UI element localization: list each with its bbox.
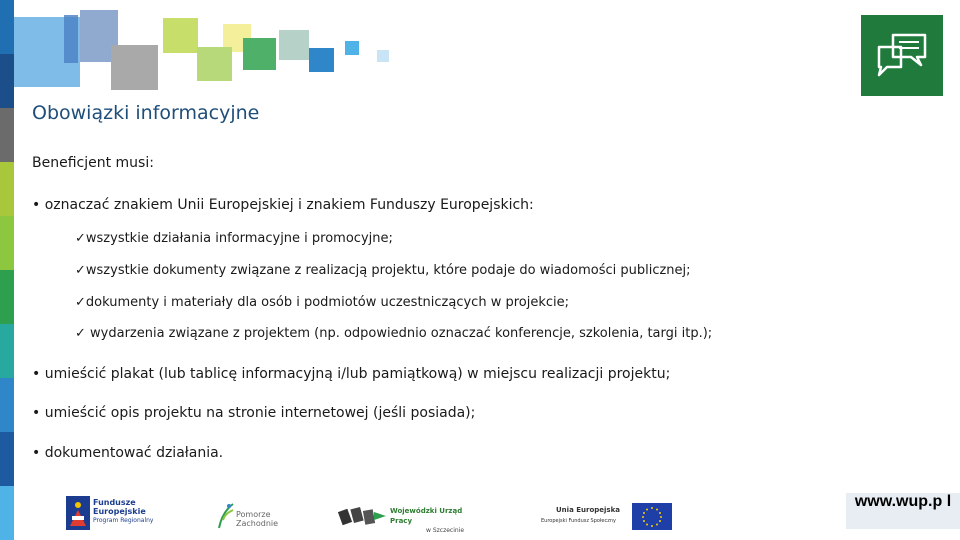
website-url[interactable]: www.wup.p l — [846, 493, 960, 529]
eu-flag-icon — [632, 503, 672, 530]
left-color-stripe — [0, 0, 14, 540]
unia-europejska-efs-logo: Unia Europejska Europejski Fundusz Społeczny — [541, 502, 676, 532]
subitem-dokumenty: ✓wszystkie dokumenty związane z realizacją projektu, które podaje do wiadomości publicznej; — [75, 263, 691, 278]
subitem-materialy: ✓dokumenty i materiały dla osób i podmiotów uczestniczących w projekcie; — [75, 295, 570, 310]
bullet-dokumentowac: • dokumentować działania. — [32, 445, 224, 461]
subitem-wydarzenia: ✓ wydarzenia związane z projektem (np. odpowiednio oznaczać konferencje, szkolenia, targi itp.); — [75, 326, 713, 341]
bullet-opis: • umieścić opis projektu na stronie internetowej (jeśli posiada); — [32, 405, 476, 421]
page-title: Obowiązki informacyjne — [32, 102, 260, 124]
fundusze-europejskie-logo: Fundusze Europejskie Program Regionalny — [66, 494, 156, 534]
chat-bubbles-icon — [861, 15, 943, 96]
bullet-plakat: • umieścić plakat (lub tablicę informacyjną i/lub pamiątkową) w miejscu realizacji projektu; — [32, 366, 671, 382]
subitem-dzialania: ✓wszystkie działania informacyjne i promocyjne; — [75, 231, 393, 246]
wup-szczecin-logo: Wojewódzki Urząd Pracy w Szczecinie — [338, 502, 486, 532]
bullet-oznaczac: • oznaczać znakiem Unii Europejskiej i znakiem Funduszy Europejskich: — [32, 197, 534, 213]
pomorze-zachodnie-logo: Pomorze Zachodnie — [215, 500, 285, 532]
intro-text: Beneficjent musi: — [32, 155, 154, 171]
